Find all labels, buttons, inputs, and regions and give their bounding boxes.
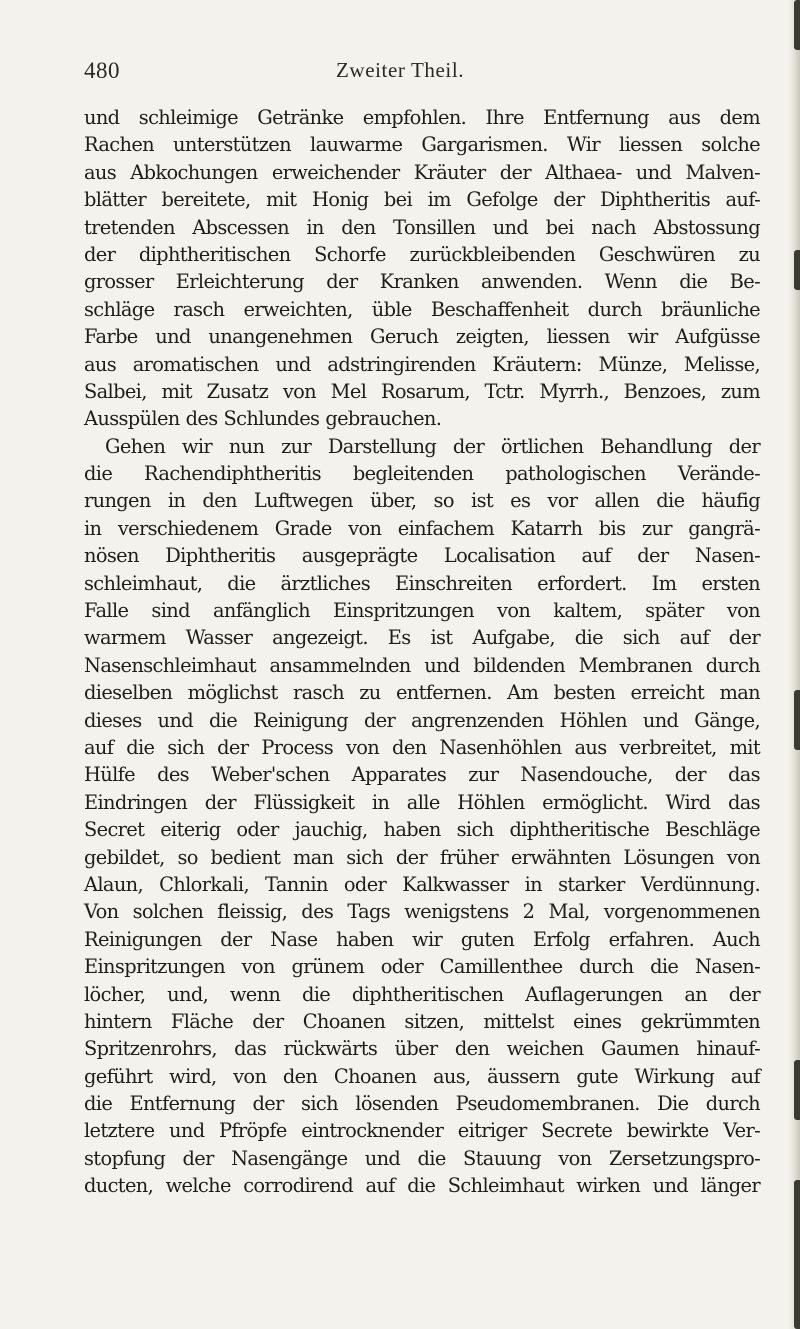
text-line: ducten, welche corrodirend auf die Schleimhaut wirken und länger: [84, 1174, 760, 1198]
text-line: Hülfe des Weber'schen Apparates zur Nasendouche, der das: [84, 763, 760, 787]
text-line: die Entfernung der sich lösenden Pseudomembranen. Die durch: [84, 1092, 760, 1116]
text-line: Gehen wir nun zur Darstellung der örtlichen Behandlung der: [105, 434, 760, 458]
text-line: blätter bereitete, mit Honig bei im Gefolge der Diphtheritis auf-: [84, 188, 760, 212]
text-line: auf die sich der Process von den Nasenhöhlen aus verbreitet, mit: [84, 735, 760, 759]
text-line: Farbe und unangenehmen Geruch zeigten, liessen wir Aufgüsse: [84, 325, 760, 349]
text-line: Reinigungen der Nase haben wir guten Erfolg erfahren. Auch: [84, 927, 760, 951]
text-line: der diphtheritischen Schorfe zurückbleibenden Geschwüren zu: [84, 242, 760, 266]
text-line: und schleimige Getränke empfohlen. Ihre Entfernung aus dem: [84, 106, 760, 129]
page-edge-mark: [794, 0, 800, 50]
text-line: hintern Fläche der Choanen sitzen, mittelst eines gekrümmten: [84, 1009, 760, 1033]
text-line: Einspritzungen von grünem oder Camillenthee durch die Nasen-: [84, 955, 760, 979]
page-edge-mark: [794, 1180, 800, 1329]
text-line: Falle sind anfänglich Einspritzungen von kaltem, später von: [84, 599, 760, 623]
running-head: Zweiter Theil.: [336, 58, 465, 82]
text-line: Secret eiterig oder jauchig, haben sich diphtheritische Beschläge: [84, 818, 760, 842]
text-line: in verschiedenem Grade von einfachem Katarrh bis zur gangrä-: [84, 516, 760, 540]
text-line: gebildet, so bedient man sich der früher erwähnten Lösungen von: [84, 845, 760, 869]
text-line: letztere und Pfröpfe eintrocknender eitriger Secrete bewirkte Ver-: [84, 1119, 760, 1143]
text-line: aus aromatischen und adstringirenden Kräutern: Münze, Melisse,: [84, 352, 760, 376]
text-line: schleimhaut, die ärztliches Einschreiten erfordert. Im ersten: [84, 571, 760, 595]
text-line: aus Abkochungen erweichender Kräuter der Althaea- und Malven-: [84, 160, 760, 184]
text-line: grosser Erleichterung der Kranken anwenden. Wenn die Be-: [84, 270, 760, 294]
text-line: warmem Wasser angezeigt. Es ist Aufgabe, die sich auf der: [84, 626, 760, 650]
page-edge-mark: [794, 690, 800, 750]
text-line: dieselben möglichst rasch zu entfernen. Am besten erreicht man: [84, 681, 760, 705]
text-line: Spritzenrohrs, das rückwärts über den weichen Gaumen hinauf-: [84, 1037, 760, 1061]
text-line: die Rachendiphtheritis begleitenden pathologischen Verände-: [84, 462, 760, 486]
page-edge-shadow: [788, 0, 800, 1329]
text-line: nösen Diphtheritis ausgeprägte Localisation auf der Nasen-: [84, 544, 760, 568]
page-number: 480: [84, 58, 120, 83]
text-line: Nasenschleimhaut ansammelnden und bildenden Membranen durch: [84, 653, 760, 677]
page-edge-mark: [794, 1060, 800, 1120]
text-line: dieses und die Reinigung der angrenzenden Höhlen und Gänge,: [84, 708, 760, 732]
page-edge-mark: [794, 250, 800, 290]
page-header: [84, 58, 744, 88]
text-line: schläge rasch erweichten, üble Beschaffenheit durch bräunliche: [84, 297, 760, 321]
text-line: Ausspülen des Schlundes gebrauchen.: [84, 407, 442, 431]
body-text: [84, 104, 760, 1200]
text-line: Von solchen fleissig, des Tags wenigstens 2 Mal, vorgenommenen: [84, 900, 760, 924]
text-line: Eindringen der Flüssigkeit in alle Höhlen ermöglicht. Wird das: [84, 790, 760, 814]
text-line: Rachen unterstützen lauwarme Gargarismen. Wir liessen solche: [84, 133, 760, 157]
text-line: rungen in den Luftwegen über, so ist es vor allen die häufig: [84, 489, 760, 513]
text-line: tretenden Abscessen in den Tonsillen und bei nach Abstossung: [84, 215, 760, 239]
text-line: stopfung der Nasengänge und die Stauung von Zersetzungspro-: [84, 1146, 760, 1170]
text-line: löcher, und, wenn die diphtheritischen Auflagerungen an der: [84, 982, 760, 1006]
text-line: geführt wird, von den Choanen aus, äussern gute Wirkung auf: [84, 1064, 760, 1088]
text-line: Salbei, mit Zusatz von Mel Rosarum, Tctr. Myrrh., Benzoes, zum: [84, 379, 760, 403]
text-line: Alaun, Chlorkali, Tannin oder Kalkwasser in starker Verdünnung.: [84, 872, 760, 896]
